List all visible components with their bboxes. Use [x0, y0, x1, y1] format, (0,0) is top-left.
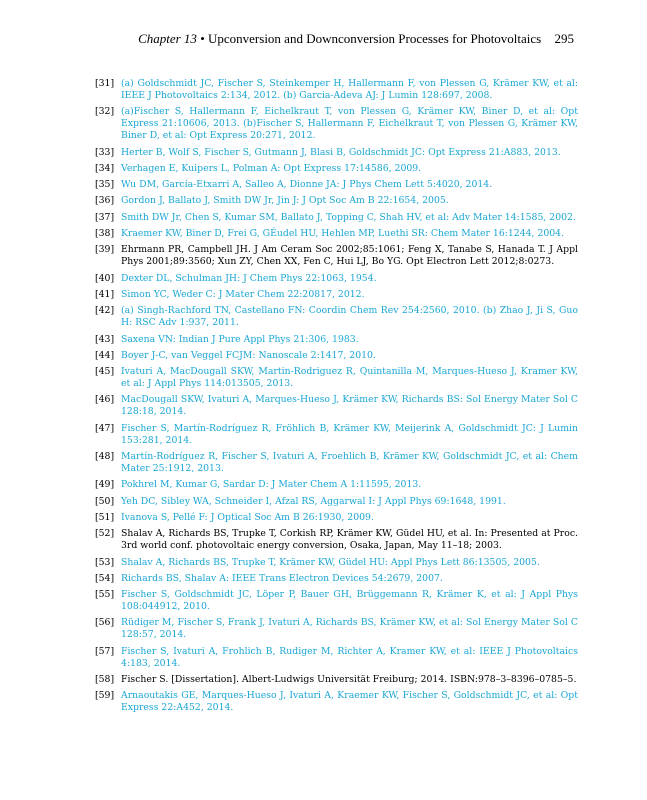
reference-number: [41] [95, 288, 115, 300]
reference-item[interactable] [95, 512, 578, 524]
reference-number: [50] [95, 495, 115, 507]
reference-item[interactable] [95, 305, 578, 329]
reference-text[interactable]: Rüdiger M, Fischer S, Frank J, Ivaturi A, Richards BS, Krämer KW, et al: Sol Energy Mater Sol C 128:57, 2014. [121, 617, 578, 641]
reference-number: [40] [95, 272, 115, 284]
reference-number: [59] [95, 690, 115, 702]
reference-item[interactable] [95, 228, 578, 240]
reference-item[interactable] [95, 573, 578, 585]
page-number: 295 [554, 31, 574, 46]
reference-text[interactable]: Herter B, Wolf S, Fischer S, Gutmann J, Blasi B, Goldschmidt JC: Opt Express 21:A883, 2013. [121, 146, 561, 158]
chapter-title: Upconversion and Downconversion Processes for Photovoltaics [208, 31, 542, 46]
reference-number: [38] [95, 228, 115, 240]
reference-number: [35] [95, 179, 115, 191]
reference-item[interactable] [95, 106, 578, 142]
reference-text[interactable]: Arnaoutakis GE, Marques-Hueso J, Ivaturi A, Kraemer KW, Fischer S, Goldschmidt JC, et al: Opt Express 22:A452, 2014. [121, 690, 578, 714]
reference-text[interactable]: Kraemer KW, Biner D, Frei G, GÉudel HU, Hehlen MP, Luethi SR: Chem Mater 16:1244, 2004. [121, 228, 565, 240]
reference-text[interactable]: Ivaturi A, MacDougall SKW, Martin-Rodriguez R, Quintanilla M, Marques-Hueso J, Kramer KW, et al: J Appl Phys 114:013505, 2013. [121, 366, 578, 390]
reference-text[interactable]: Pokhrel M, Kumar G, Sardar D: J Mater Chem A 1:11595, 2013. [121, 479, 422, 491]
reference-number: [36] [95, 195, 115, 207]
reference-text[interactable]: (a) Goldschmidt JC, Fischer S, Steinkemper H, Hallermann F, von Plessen G, Krämer KW, et al: IEEE J Photovoltaics 2:134, 2012. (b) Garcia-Adeva AJ: J Lumin 128:697, 2008. [121, 78, 578, 101]
reference-number: [47] [95, 422, 115, 434]
reference-item[interactable] [95, 273, 578, 285]
reference-item[interactable] [95, 334, 578, 346]
reference-text[interactable]: Fischer S, Martín-Rodríguez R, Fröhlich B, Krämer KW, Meijerink A, Goldschmidt JC: J Lumin 153:281, 2014. [121, 422, 578, 446]
reference-number: [53] [95, 556, 115, 568]
reference-item [95, 674, 578, 686]
reference-text[interactable]: Martín-Rodríguez R, Fischer S, Ivaturi A, Froehlich B, Krämer KW, Goldschmidt JC, et al: Chem Mater 25:1912, 2013. [121, 451, 578, 475]
reference-item[interactable] [95, 78, 578, 102]
reference-text[interactable]: Simon YC, Weder C: J Mater Chem 22:20817, 2012. [121, 288, 365, 300]
reference-number: [48] [95, 451, 115, 463]
reference-number: [37] [95, 211, 115, 223]
reference-number: [33] [95, 146, 115, 158]
reference-number: [44] [95, 349, 115, 361]
reference-item [95, 244, 578, 268]
running-header [0, 31, 574, 47]
reference-number: [49] [95, 479, 115, 491]
reference-number: [43] [95, 333, 115, 345]
reference-text[interactable]: (a) Singh-Rachford TN, Castellano FN: Coordin Chem Rev 254:2560, 2010. (b) Zhao J, Ji S, Guo H: RSC Adv 1:937, 2011. [121, 305, 578, 329]
reference-text[interactable]: Boyer J-C, van Veggel FCJM: Nanoscale 2:1417, 2010. [121, 349, 376, 361]
reference-item[interactable] [95, 350, 578, 362]
reference-text[interactable]: Ivanova S, Pellé F: J Optical Soc Am B 26:1930, 2009. [121, 511, 374, 523]
reference-item[interactable] [95, 179, 578, 191]
chapter-label: Chapter 13 [138, 31, 197, 46]
reference-text[interactable]: MacDougall SKW, Ivaturi A, Marques-Hueso J, Krämer KW, Richards BS: Sol Energy Mater Sol C 128:18, 2014. [121, 394, 578, 418]
reference-number: [46] [95, 394, 115, 406]
reference-item[interactable] [95, 690, 578, 714]
reference-text: Ehrmann PR, Campbell JH. J Am Ceram Soc 2002;85:1061; Feng X, Tanabe S, Hanada T. J Appl Phys 2001;89:3560; Xun ZY, Chen XX, Fen C, Hui LJ, Bo YG. Opt Electron Lett 2012;8:0273. [121, 244, 578, 268]
reference-item[interactable] [95, 212, 578, 224]
reference-number: [39] [95, 244, 115, 256]
reference-list [95, 78, 578, 719]
reference-text[interactable]: Dexter DL, Schulman JH: J Chem Phys 22:1063, 1954. [121, 272, 377, 284]
reference-item[interactable] [95, 479, 578, 491]
reference-number: [32] [95, 106, 115, 118]
reference-number: [52] [95, 528, 115, 540]
reference-text[interactable]: Saxena VN: Indian J Pure Appl Phys 21:306, 1983. [121, 333, 359, 345]
reference-item[interactable] [95, 496, 578, 508]
reference-number: [58] [95, 674, 115, 686]
reference-item[interactable] [95, 589, 578, 613]
reference-text[interactable]: Fischer S, Goldschmidt JC, Löper P, Bauer GH, Brüggemann R, Krämer K, et al: J Appl Phys 108:044912, 2010. [121, 589, 578, 613]
reference-number: [54] [95, 572, 115, 584]
reference-item [95, 528, 578, 552]
reference-item[interactable] [95, 147, 578, 159]
reference-number: [51] [95, 511, 115, 523]
reference-item[interactable] [95, 646, 578, 670]
reference-item[interactable] [95, 366, 578, 390]
reference-text[interactable]: Gordon J, Ballato J, Smith DW Jr, Jin J: J Opt Soc Am B 22:1654, 2005. [121, 195, 449, 207]
reference-text[interactable]: Smith DW Jr, Chen S, Kumar SM, Ballato J, Topping C, Shah HV, et al: Adv Mater 14:1585, 2002. [121, 211, 576, 223]
bullet-separator: • [200, 31, 205, 46]
reference-text[interactable]: Richards BS, Shalav A: IEEE Trans Electron Devices 54:2679, 2007. [121, 572, 443, 584]
reference-item[interactable] [95, 423, 578, 447]
reference-text: Fischer S. [Dissertation]. Albert-Ludwigs Universität Freiburg; 2014. ISBN:978–3–8396–0785–5. [121, 674, 577, 686]
reference-text[interactable]: Yeh DC, Sibley WA, Schneider I, Afzal RS, Aggarwal I: J Appl Phys 69:1648, 1991. [121, 495, 506, 507]
reference-number: [45] [95, 366, 115, 378]
reference-text: Shalav A, Richards BS, Trupke T, Corkish RP, Krämer KW, Güdel HU, et al. In: Presented at Proc. 3rd world conf. photovoltaic energy conversion, Osaka, Japan, May 11–18; 2003. [121, 528, 578, 552]
reference-text[interactable]: Verhagen E, Kuipers L, Polman A: Opt Express 17:14586, 2009. [121, 162, 422, 174]
reference-text[interactable]: Wu DM, García-Etxarri A, Salleo A, Dionne JA: J Phys Chem Lett 5:4020, 2014. [121, 179, 493, 191]
reference-item[interactable] [95, 617, 578, 641]
reference-number: [57] [95, 645, 115, 657]
reference-item[interactable] [95, 163, 578, 175]
reference-number: [42] [95, 305, 115, 317]
reference-text[interactable]: Fischer S, Ivaturi A, Frohlich B, Rudiger M, Richter A, Kramer KW, et al: IEEE J Photovoltaics 4:183, 2014. [121, 645, 578, 669]
reference-item[interactable] [95, 557, 578, 569]
reference-text[interactable]: (a)Fischer S, Hallermann F, Eichelkraut T, von Plessen G, Krämer KW, Biner D, et al: Opt Express 21:10606, 2013. (b)Fischer S, Hallermann F, Eichelkraut T, von Plessen G, Krämer KW, Biner D, et al: Opt Express 20:271, 2012. [121, 106, 578, 142]
reference-text[interactable]: Shalav A, Richards BS, Trupke T, Krämer KW, Güdel HU: Appl Phys Lett 86:13505, 2005. [121, 556, 540, 568]
reference-number: [56] [95, 617, 115, 629]
reference-number: [34] [95, 162, 115, 174]
reference-item[interactable] [95, 195, 578, 207]
reference-number: [31] [95, 78, 115, 89]
reference-number: [55] [95, 589, 115, 601]
reference-item[interactable] [95, 451, 578, 475]
reference-item[interactable] [95, 394, 578, 418]
reference-item[interactable] [95, 289, 578, 301]
